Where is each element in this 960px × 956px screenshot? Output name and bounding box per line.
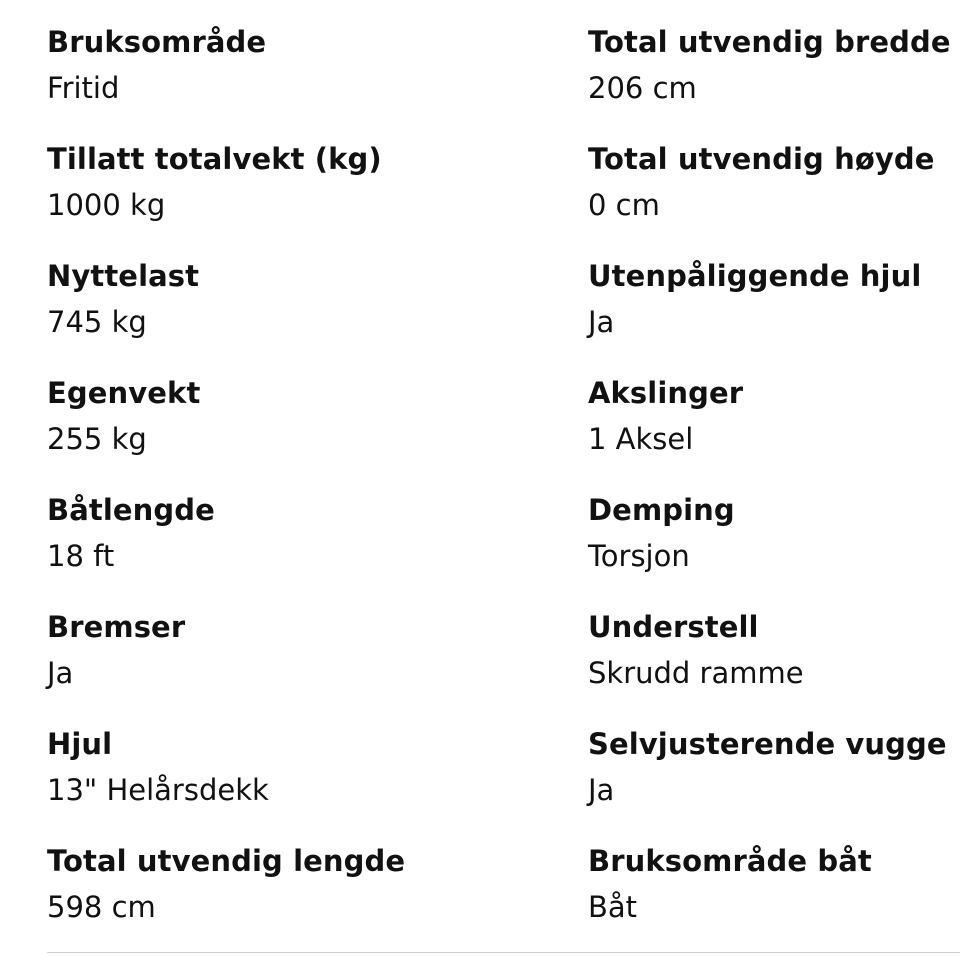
spec-label: Selvjusterende vugge — [588, 727, 947, 761]
spec-item-total-utvendig-hoyde — [588, 117, 960, 234]
spec-list — [47, 0, 960, 936]
spec-item-hjul — [47, 702, 588, 819]
spec-item-akslinger — [588, 351, 960, 468]
spec-item-selvjusterende-vugge — [588, 702, 960, 819]
spec-label: Bremser — [47, 610, 186, 644]
spec-value: Ja — [588, 305, 615, 339]
spec-label: Bruksområde båt — [588, 844, 872, 878]
spec-item-understell — [588, 585, 960, 702]
spec-item-demping — [588, 468, 960, 585]
spec-value: 598 cm — [47, 890, 156, 924]
spec-value: 18 ft — [47, 539, 115, 573]
spec-label: Total utvendig lengde — [47, 844, 406, 878]
spec-label: Egenvekt — [47, 376, 201, 410]
spec-label: Båtlengde — [47, 493, 215, 527]
spec-value: 13" Helårsdekk — [47, 773, 269, 807]
spec-item-utenpaliggende-hjul — [588, 234, 960, 351]
spec-value: Ja — [588, 773, 615, 807]
bottom-divider — [47, 952, 960, 953]
spec-item-nyttelast — [47, 234, 588, 351]
spec-item-bremser — [47, 585, 588, 702]
spec-item-bruksomrade — [47, 0, 588, 117]
spec-value: 255 kg — [47, 422, 147, 456]
spec-label: Demping — [588, 493, 735, 527]
spec-item-total-utvendig-lengde — [47, 819, 588, 936]
spec-label: Nyttelast — [47, 259, 200, 293]
spec-value: 1 Aksel — [588, 422, 694, 456]
spec-value: Torsjon — [588, 539, 690, 573]
spec-value: Fritid — [47, 71, 120, 105]
spec-label: Understell — [588, 610, 759, 644]
spec-value: 1000 kg — [47, 188, 166, 222]
spec-label: Hjul — [47, 727, 113, 761]
spec-label: Tillatt totalvekt (kg) — [47, 142, 382, 176]
spec-value: Skrudd ramme — [588, 656, 804, 690]
spec-label: Total utvendig bredde — [588, 25, 951, 59]
spec-item-total-utvendig-bredde — [588, 0, 960, 117]
spec-label: Akslinger — [588, 376, 744, 410]
spec-value: Båt — [588, 890, 638, 924]
spec-value: 0 cm — [588, 188, 660, 222]
spec-item-bruksomrade-bat — [588, 819, 960, 936]
spec-value: Ja — [47, 656, 74, 690]
spec-item-batlengde — [47, 468, 588, 585]
spec-label: Bruksområde — [47, 25, 267, 59]
spec-value: 206 cm — [588, 71, 697, 105]
spec-item-egenvekt — [47, 351, 588, 468]
spec-label: Utenpåliggende hjul — [588, 259, 922, 293]
spec-label: Total utvendig høyde — [588, 142, 935, 176]
spec-item-tillatt-totalvekt — [47, 117, 588, 234]
spec-value: 745 kg — [47, 305, 147, 339]
